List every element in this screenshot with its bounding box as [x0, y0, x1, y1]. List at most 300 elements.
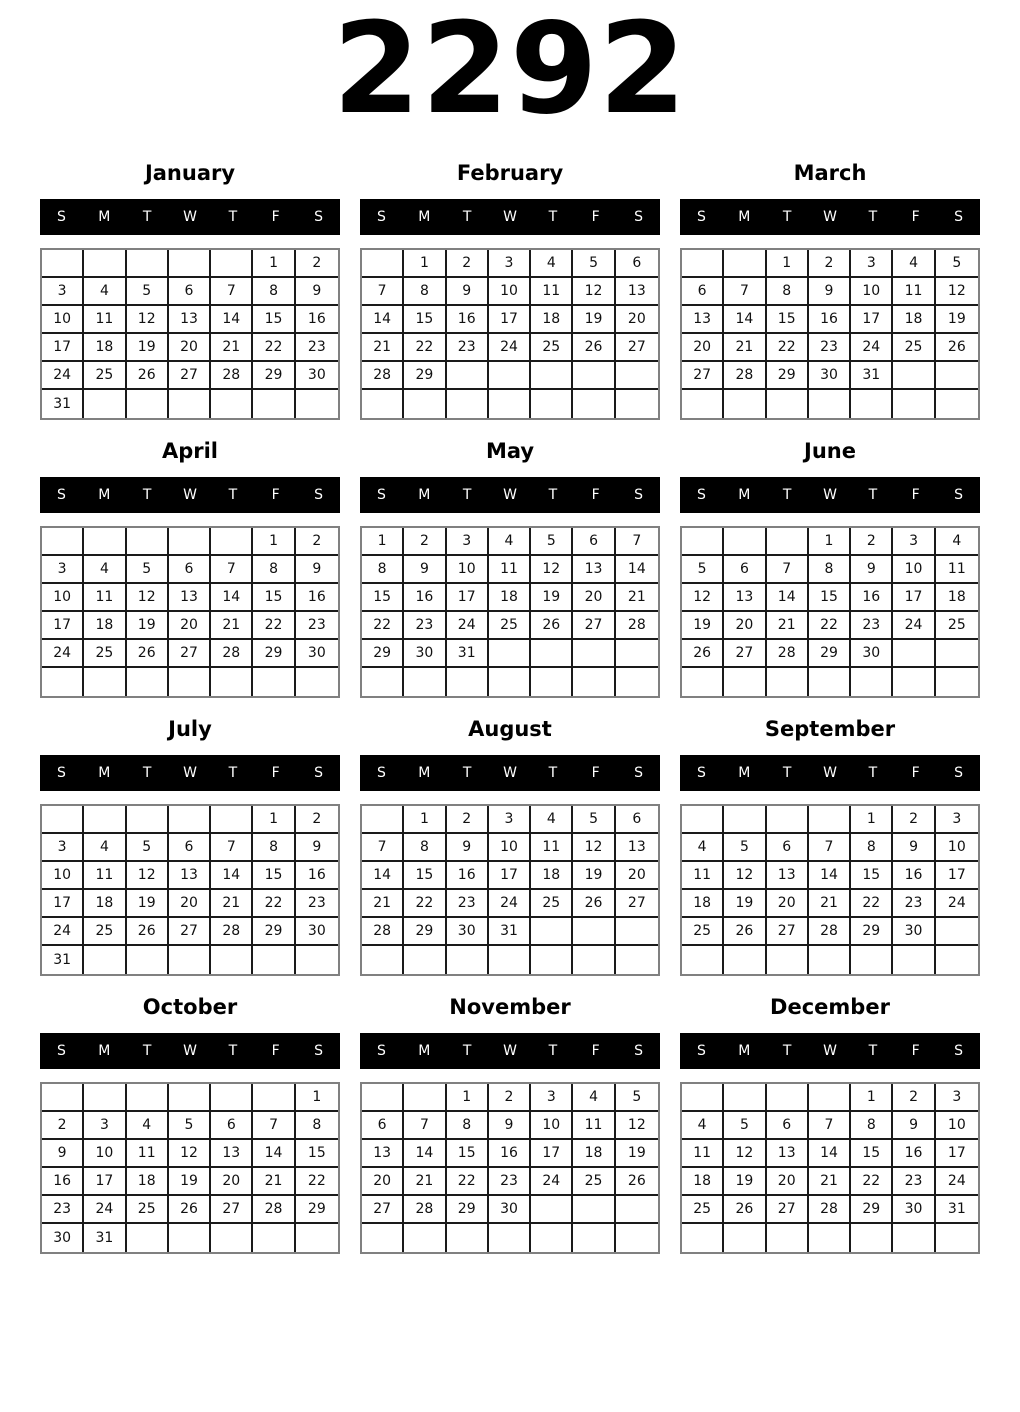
date-cell: 5: [127, 556, 169, 584]
empty-date-cell: [84, 528, 126, 556]
weekday-label: T: [228, 487, 238, 503]
date-cell: 9: [851, 556, 893, 584]
date-cell: 31: [42, 390, 84, 418]
weekday-label: F: [591, 765, 600, 781]
date-cell: 3: [447, 528, 489, 556]
weekday-label: M: [98, 1043, 111, 1059]
date-cell: 27: [573, 612, 615, 640]
date-cell: 28: [809, 1196, 851, 1224]
empty-date-cell: [296, 946, 338, 974]
date-cell: 29: [362, 640, 404, 668]
date-cell: 22: [404, 890, 446, 918]
empty-date-cell: [489, 390, 531, 418]
date-cell: 12: [573, 278, 615, 306]
weekday-header-row: [40, 1033, 340, 1069]
date-cell: 5: [127, 834, 169, 862]
date-cell: 3: [531, 1084, 573, 1112]
weekday-header-row: [40, 477, 340, 513]
date-cell: 4: [531, 250, 573, 278]
weekday-label: M: [738, 1043, 751, 1059]
date-cell: 26: [936, 334, 978, 362]
date-cell: 5: [531, 528, 573, 556]
weekday-label: T: [462, 765, 472, 781]
date-cell: 2: [809, 250, 851, 278]
weekday-label: S: [56, 1043, 66, 1059]
date-cell: 10: [936, 834, 978, 862]
date-cell: 29: [253, 918, 295, 946]
date-cell: 3: [84, 1112, 126, 1140]
empty-date-cell: [362, 806, 404, 834]
date-cell: 25: [682, 1196, 724, 1224]
date-cell: 5: [127, 278, 169, 306]
weekday-label: F: [911, 209, 920, 225]
empty-date-cell: [531, 918, 573, 946]
date-cell: 26: [616, 1168, 658, 1196]
empty-date-cell: [447, 946, 489, 974]
date-cell: 3: [489, 250, 531, 278]
date-cell: 27: [169, 362, 211, 390]
date-cell: 21: [404, 1168, 446, 1196]
weekday-label: T: [228, 765, 238, 781]
date-cell: 26: [169, 1196, 211, 1224]
date-cell: 16: [893, 862, 935, 890]
date-cell: 19: [616, 1140, 658, 1168]
weekday-header-row: [680, 199, 980, 235]
empty-date-cell: [936, 390, 978, 418]
date-cell: 16: [447, 306, 489, 334]
date-cell: 20: [724, 612, 766, 640]
empty-date-cell: [211, 1224, 253, 1252]
date-cell: 25: [936, 612, 978, 640]
empty-date-cell: [211, 250, 253, 278]
empty-date-cell: [404, 946, 446, 974]
empty-date-cell: [893, 640, 935, 668]
date-cell: 13: [682, 306, 724, 334]
date-cell: 11: [84, 584, 126, 612]
date-cell: 23: [42, 1196, 84, 1224]
date-cell: 22: [253, 612, 295, 640]
date-cell: 6: [362, 1112, 404, 1140]
date-cell: 7: [724, 278, 766, 306]
date-cell: 7: [809, 834, 851, 862]
date-cell: 19: [127, 334, 169, 362]
month-title: June: [804, 439, 856, 463]
date-cell: 12: [127, 862, 169, 890]
empty-date-cell: [169, 946, 211, 974]
date-cell: 2: [893, 806, 935, 834]
date-cell: 9: [447, 834, 489, 862]
date-cell: 27: [616, 334, 658, 362]
empty-date-cell: [127, 1084, 169, 1112]
weekday-label: F: [271, 1043, 280, 1059]
date-cell: 28: [809, 918, 851, 946]
date-cell: 6: [682, 278, 724, 306]
date-cell: 4: [682, 834, 724, 862]
date-cell: 18: [84, 334, 126, 362]
date-cell: 17: [489, 862, 531, 890]
empty-date-cell: [724, 390, 766, 418]
date-cell: 10: [489, 278, 531, 306]
date-cell: 30: [296, 918, 338, 946]
month-title: August: [468, 717, 552, 741]
empty-date-cell: [169, 528, 211, 556]
date-cell: 24: [893, 612, 935, 640]
date-cell: 1: [296, 1084, 338, 1112]
date-cell: 20: [767, 1168, 809, 1196]
date-cell: 18: [682, 1168, 724, 1196]
empty-date-cell: [489, 668, 531, 696]
weekday-label: S: [376, 209, 386, 225]
weekday-header-row: [360, 755, 660, 791]
month-may: [360, 438, 660, 698]
empty-date-cell: [127, 390, 169, 418]
empty-date-cell: [362, 390, 404, 418]
empty-date-cell: [936, 918, 978, 946]
date-cell: 20: [573, 584, 615, 612]
date-cell: 12: [682, 584, 724, 612]
empty-date-cell: [84, 250, 126, 278]
date-cell: 10: [42, 862, 84, 890]
date-cell: 26: [531, 612, 573, 640]
date-cell: 20: [169, 334, 211, 362]
date-cell: 20: [169, 890, 211, 918]
weekday-label: S: [696, 209, 706, 225]
date-cell: 9: [447, 278, 489, 306]
empty-date-cell: [936, 668, 978, 696]
empty-date-cell: [362, 946, 404, 974]
empty-date-cell: [211, 1084, 253, 1112]
date-cell: 25: [84, 918, 126, 946]
date-cell: 18: [84, 890, 126, 918]
month-title: December: [770, 995, 890, 1019]
year-title: 2292: [332, 0, 688, 142]
date-cell: 4: [84, 278, 126, 306]
date-cell: 6: [616, 806, 658, 834]
date-grid: [360, 804, 660, 976]
date-cell: 16: [42, 1168, 84, 1196]
date-grid: [680, 804, 980, 976]
date-cell: 17: [531, 1140, 573, 1168]
weekday-label: M: [98, 765, 111, 781]
date-cell: 26: [127, 640, 169, 668]
weekday-label: S: [56, 209, 66, 225]
date-cell: 22: [253, 890, 295, 918]
date-cell: 9: [893, 834, 935, 862]
date-cell: 5: [724, 834, 766, 862]
empty-date-cell: [211, 528, 253, 556]
date-cell: 7: [362, 834, 404, 862]
date-cell: 3: [42, 278, 84, 306]
date-cell: 25: [489, 612, 531, 640]
date-cell: 21: [362, 890, 404, 918]
empty-date-cell: [682, 250, 724, 278]
date-cell: 14: [211, 862, 253, 890]
date-cell: 11: [84, 306, 126, 334]
weekday-label: T: [782, 765, 792, 781]
weekday-label: S: [314, 487, 324, 503]
empty-date-cell: [573, 1224, 615, 1252]
date-cell: 19: [127, 890, 169, 918]
date-cell: 8: [362, 556, 404, 584]
date-cell: 12: [573, 834, 615, 862]
empty-date-cell: [211, 946, 253, 974]
date-cell: 8: [447, 1112, 489, 1140]
empty-date-cell: [42, 668, 84, 696]
date-cell: 9: [489, 1112, 531, 1140]
date-cell: 26: [724, 1196, 766, 1224]
empty-date-cell: [682, 946, 724, 974]
date-cell: 9: [404, 556, 446, 584]
date-cell: 27: [362, 1196, 404, 1224]
date-cell: 23: [404, 612, 446, 640]
date-cell: 21: [362, 334, 404, 362]
date-cell: 14: [211, 306, 253, 334]
date-cell: 10: [489, 834, 531, 862]
empty-date-cell: [404, 1224, 446, 1252]
date-cell: 22: [767, 334, 809, 362]
date-cell: 21: [809, 1168, 851, 1196]
date-cell: 20: [362, 1168, 404, 1196]
date-cell: 11: [893, 278, 935, 306]
date-cell: 2: [489, 1084, 531, 1112]
date-cell: 18: [489, 584, 531, 612]
date-cell: 12: [531, 556, 573, 584]
date-cell: 11: [682, 862, 724, 890]
empty-date-cell: [84, 390, 126, 418]
date-cell: 15: [362, 584, 404, 612]
empty-date-cell: [724, 528, 766, 556]
empty-date-cell: [296, 668, 338, 696]
empty-date-cell: [531, 640, 573, 668]
date-cell: 13: [573, 556, 615, 584]
date-cell: 6: [767, 1112, 809, 1140]
empty-date-cell: [169, 668, 211, 696]
empty-date-cell: [809, 390, 851, 418]
weekday-label: M: [738, 487, 751, 503]
date-cell: 28: [616, 612, 658, 640]
date-cell: 30: [851, 640, 893, 668]
empty-date-cell: [573, 668, 615, 696]
date-grid: [360, 248, 660, 420]
date-cell: 8: [253, 278, 295, 306]
empty-date-cell: [616, 668, 658, 696]
date-cell: 16: [296, 584, 338, 612]
date-cell: 20: [616, 306, 658, 334]
date-cell: 4: [84, 556, 126, 584]
date-cell: 3: [489, 806, 531, 834]
empty-date-cell: [447, 390, 489, 418]
empty-date-cell: [42, 806, 84, 834]
date-cell: 17: [851, 306, 893, 334]
date-cell: 21: [211, 612, 253, 640]
month-title: April: [161, 439, 219, 463]
weekday-header-row: [680, 1033, 980, 1069]
date-cell: 25: [682, 918, 724, 946]
date-cell: 26: [573, 890, 615, 918]
date-cell: 23: [809, 334, 851, 362]
weekday-label: W: [183, 765, 197, 781]
date-cell: 27: [616, 890, 658, 918]
empty-date-cell: [296, 1224, 338, 1252]
empty-date-cell: [682, 1224, 724, 1252]
empty-date-cell: [489, 362, 531, 390]
date-cell: 3: [851, 250, 893, 278]
empty-date-cell: [362, 1224, 404, 1252]
date-cell: 12: [616, 1112, 658, 1140]
empty-date-cell: [531, 668, 573, 696]
empty-date-cell: [489, 640, 531, 668]
month-january: [40, 160, 340, 420]
month-april: [40, 438, 340, 698]
date-cell: 30: [893, 1196, 935, 1224]
date-cell: 1: [253, 806, 295, 834]
date-cell: 27: [724, 640, 766, 668]
date-cell: 15: [296, 1140, 338, 1168]
month-title: November: [449, 995, 571, 1019]
weekday-label: M: [418, 487, 431, 503]
date-cell: 14: [362, 306, 404, 334]
date-cell: 5: [573, 250, 615, 278]
empty-date-cell: [404, 1084, 446, 1112]
weekday-label: W: [503, 209, 517, 225]
date-cell: 19: [573, 306, 615, 334]
empty-date-cell: [253, 390, 295, 418]
empty-date-cell: [682, 528, 724, 556]
weekday-label: W: [503, 1043, 517, 1059]
empty-date-cell: [682, 668, 724, 696]
date-cell: 31: [936, 1196, 978, 1224]
date-cell: 16: [296, 306, 338, 334]
date-cell: 26: [573, 334, 615, 362]
date-cell: 12: [127, 584, 169, 612]
date-cell: 27: [767, 918, 809, 946]
weekday-label: T: [228, 209, 238, 225]
weekday-label: T: [142, 487, 152, 503]
empty-date-cell: [84, 806, 126, 834]
empty-date-cell: [362, 1084, 404, 1112]
date-cell: 3: [893, 528, 935, 556]
date-cell: 28: [211, 918, 253, 946]
date-grid: [680, 1082, 980, 1254]
date-cell: 2: [296, 806, 338, 834]
weekday-label: S: [634, 487, 644, 503]
empty-date-cell: [447, 1224, 489, 1252]
date-cell: 25: [531, 334, 573, 362]
date-cell: 26: [127, 362, 169, 390]
empty-date-cell: [127, 1224, 169, 1252]
date-cell: 12: [127, 306, 169, 334]
date-cell: 5: [169, 1112, 211, 1140]
date-cell: 29: [851, 918, 893, 946]
date-cell: 6: [211, 1112, 253, 1140]
date-grid: [40, 804, 340, 976]
date-cell: 3: [936, 806, 978, 834]
date-cell: 11: [936, 556, 978, 584]
empty-date-cell: [767, 528, 809, 556]
date-cell: 2: [296, 528, 338, 556]
date-cell: 15: [253, 306, 295, 334]
date-cell: 3: [936, 1084, 978, 1112]
date-cell: 27: [767, 1196, 809, 1224]
weekday-label: S: [376, 487, 386, 503]
date-cell: 30: [296, 362, 338, 390]
date-cell: 2: [404, 528, 446, 556]
date-cell: 23: [489, 1168, 531, 1196]
date-cell: 15: [404, 862, 446, 890]
month-march: [680, 160, 980, 420]
date-cell: 6: [767, 834, 809, 862]
date-cell: 8: [851, 1112, 893, 1140]
empty-date-cell: [724, 1084, 766, 1112]
date-grid: [680, 248, 980, 420]
date-cell: 28: [362, 362, 404, 390]
weekday-label: T: [142, 765, 152, 781]
date-cell: 10: [42, 584, 84, 612]
weekday-label: S: [696, 487, 706, 503]
date-cell: 21: [724, 334, 766, 362]
empty-date-cell: [767, 1224, 809, 1252]
date-cell: 28: [211, 640, 253, 668]
empty-date-cell: [447, 362, 489, 390]
empty-date-cell: [616, 946, 658, 974]
month-february: [360, 160, 660, 420]
weekday-header-row: [360, 199, 660, 235]
weekday-label: T: [548, 1043, 558, 1059]
date-cell: 11: [127, 1140, 169, 1168]
date-cell: 7: [809, 1112, 851, 1140]
date-cell: 4: [573, 1084, 615, 1112]
weekday-label: M: [418, 765, 431, 781]
empty-date-cell: [724, 668, 766, 696]
month-june: [680, 438, 980, 698]
date-cell: 14: [211, 584, 253, 612]
weekday-label: S: [314, 765, 324, 781]
date-cell: 5: [573, 806, 615, 834]
date-cell: 23: [851, 612, 893, 640]
month-title: May: [485, 439, 535, 463]
empty-date-cell: [42, 528, 84, 556]
month-title: February: [456, 161, 564, 185]
date-cell: 17: [936, 862, 978, 890]
date-cell: 22: [296, 1168, 338, 1196]
weekday-header-row: [360, 1033, 660, 1069]
date-cell: 20: [211, 1168, 253, 1196]
date-cell: 22: [253, 334, 295, 362]
date-cell: 24: [531, 1168, 573, 1196]
empty-date-cell: [42, 250, 84, 278]
date-cell: 30: [404, 640, 446, 668]
empty-date-cell: [851, 668, 893, 696]
date-cell: 20: [616, 862, 658, 890]
date-cell: 5: [724, 1112, 766, 1140]
date-cell: 9: [296, 834, 338, 862]
date-cell: 4: [84, 834, 126, 862]
date-cell: 8: [253, 834, 295, 862]
date-cell: 23: [893, 890, 935, 918]
date-cell: 15: [253, 862, 295, 890]
date-cell: 24: [936, 890, 978, 918]
empty-date-cell: [531, 362, 573, 390]
empty-date-cell: [682, 806, 724, 834]
date-cell: 18: [531, 862, 573, 890]
date-cell: 26: [127, 918, 169, 946]
date-cell: 19: [724, 890, 766, 918]
empty-date-cell: [616, 390, 658, 418]
date-cell: 10: [531, 1112, 573, 1140]
empty-date-cell: [767, 390, 809, 418]
date-grid: [680, 526, 980, 698]
weekday-label: F: [911, 765, 920, 781]
